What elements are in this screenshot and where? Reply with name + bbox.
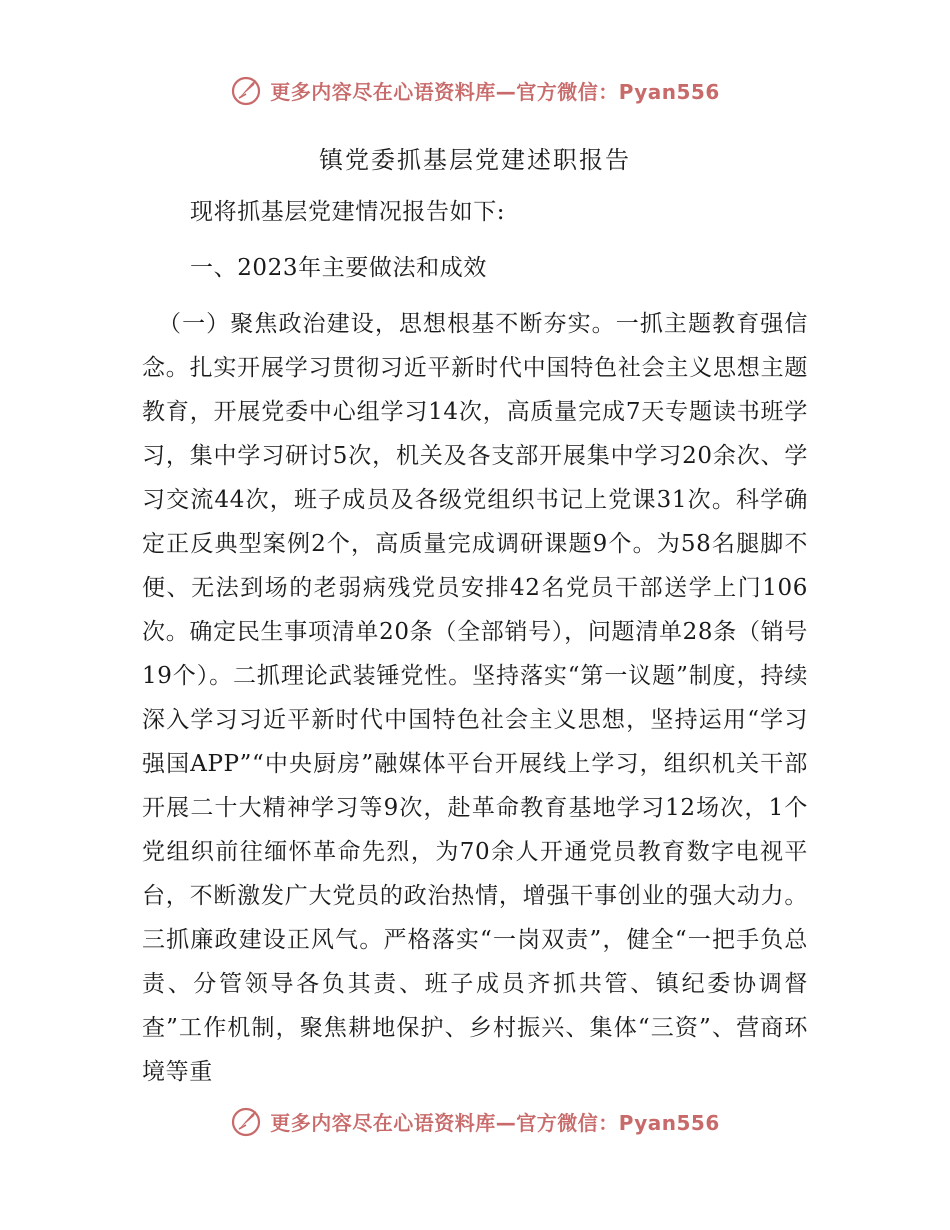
document-title: 镇党委抓基层党建述职报告 bbox=[319, 146, 631, 174]
body-paragraph: （一）聚焦政治建设，思想根基不断夯实。一抓主题教育强信念。扎实开展学习贯彻习近平新时代中国特色社会主义思想主题教育，开展党委中心组学习14次，高质量完成7天专题读书班学习，集中学习研讨5次，机关及各支部开展集中学习20余次、学习交流44次，班子成员及各级党组织书记上党课31次。科学确定正反典型案例2个，高质量完成调研课题9个。为58名腿脚不便、无法到场的老弱病残党员安排42名党员干部送学上门106次。确定民生事项清单20条（全部销号），问题清单28条（销号19个）。二抓理论武装锤党性。坚持落实“第一议题”制度，持续深入学习习近平新时代中国特色社会主义思想，坚持运用“学习强国APP”“中央厨房”融媒体平台开展线上学习，组织机关干部开展二十大精神学习等9次，赴革命教育基地学习12场次，1个党组织前往缅怀革命先烈，为70余人开通党员教育数字电视平台，不断激发广大党员的政治热情，增强干事创业的强大动力。三抓廉政建设正风气。严格落实“一岗双责”，健全“一把手负总责、分管领导各负其责、班子成员齐抓共管、镇纪委协调督查”工作机制，聚焦耕地保护、乡村振兴、集体“三资”、营商环境等重 bbox=[142, 311, 808, 1085]
watermark-banner-bottom bbox=[0, 1101, 950, 1141]
watermark-banner-top bbox=[0, 70, 950, 110]
watermark-text: 更多内容尽在心语资料库—官方微信：Pyan556 bbox=[270, 79, 720, 104]
document-body bbox=[142, 190, 808, 1094]
watermark-text: 更多内容尽在心语资料库—官方微信：Pyan556 bbox=[270, 1110, 720, 1135]
intro-paragraph: 现将抓基层党建情况报告如下: bbox=[190, 199, 506, 225]
section-heading: 一、2023年主要做法和成效 bbox=[190, 255, 487, 281]
quill-logo-icon bbox=[230, 1104, 264, 1138]
quill-logo-icon bbox=[230, 73, 264, 107]
